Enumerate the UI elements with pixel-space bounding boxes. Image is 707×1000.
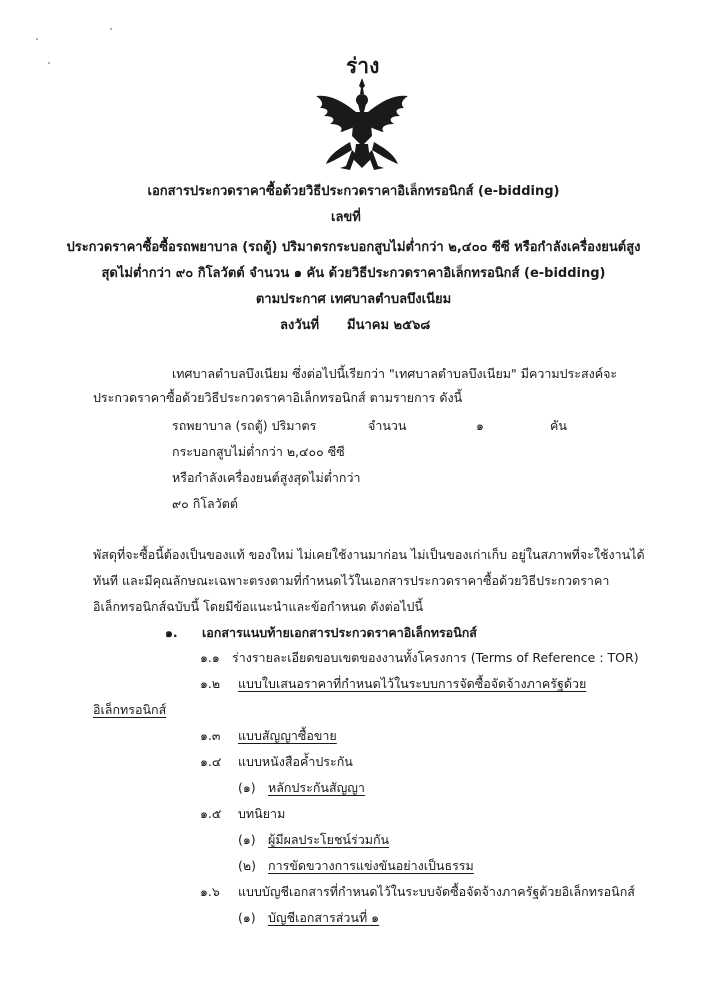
sub-item-number: (๑) bbox=[238, 832, 256, 847]
document-title: เอกสารประกวดราคาซื้อด้วยวิธีประกวดราคาอิเล็กทรอนิกส์ (e-bidding) bbox=[147, 184, 560, 199]
conditions-line-3: อิเล็กทรอนิกส์ฉบับนี้ โดยมีข้อแนะนำและข้อกำหนด ดังต่อไปนี้ bbox=[93, 599, 423, 614]
item-description-line: หรือกำลังเครื่องยนต์สูงสุดไม่ต่ำกว่า bbox=[172, 470, 361, 485]
attachment-number: ๑.๑ bbox=[200, 650, 220, 665]
attachment-number: ๑.๖ bbox=[200, 884, 220, 899]
attachment-number: ๑.๓ bbox=[200, 728, 221, 743]
subject-line-2: สุดไม่ต่ำกว่า ๙๐ กิโลวัตต์ จำนวน ๑ คัน ด้วยวิธีประกวดราคาอิเล็กทรอนิกส์ (e-bidding) bbox=[101, 266, 606, 281]
intro-line-1: เทศบาลตำบลบึงเนียม ซึ่งต่อไปนี้เรียกว่า "เทศบาลตำบลบึงเนียม" มีความประสงค์จะ bbox=[172, 366, 618, 381]
attachment-link-price-form-cont[interactable]: อิเล็กทรอนิกส์ bbox=[93, 702, 167, 717]
section-number: ๑. bbox=[165, 625, 178, 640]
attachment-link-shared-interest[interactable]: ผู้มีผลประโยชน์ร่วมกัน bbox=[268, 832, 390, 847]
item-description-line: รถพยาบาล (รถตู้) ปริมาตร bbox=[172, 418, 317, 433]
garuda-emblem bbox=[306, 74, 418, 174]
draft-label: ร่าง bbox=[346, 54, 380, 78]
attachment-link-price-form[interactable]: แบบใบเสนอราคาที่กำหนดไว้ในระบบการจัดซื้อจัดจ้างภาครัฐด้วย bbox=[238, 676, 587, 691]
attachment-number: ๑.๕ bbox=[200, 806, 222, 821]
date-label: ลงวันที่ bbox=[280, 318, 320, 333]
item-description-line: กระบอกสูบไม่ต่ำกว่า ๒,๔๐๐ ซีซี bbox=[172, 444, 345, 459]
announcement-line: ตามประกาศ เทศบาลตำบลบึงเนียม bbox=[255, 292, 452, 307]
scan-speck bbox=[36, 38, 38, 40]
quantity-label: จำนวน bbox=[368, 418, 407, 433]
attachment-definitions: บทนิยาม bbox=[238, 806, 286, 821]
attachment-link-sales-contract[interactable]: แบบสัญญาซื้อขาย bbox=[238, 728, 337, 743]
conditions-line-2: ทันที และมีคุณลักษณะเฉพาะตรงตามที่กำหนดไว้ในเอกสารประกวดราคาซื้อด้วยวิธีประกวดราคา bbox=[93, 573, 610, 588]
intro-line-2: ประกวดราคาซื้อด้วยวิธีประกวดราคาอิเล็กทรอนิกส์ ตามรายการ ดังนี้ bbox=[93, 390, 463, 405]
scan-speck bbox=[48, 62, 50, 64]
conditions-line-1: พัสดุที่จะซื้อนี้ต้องเป็นของแท้ ของใหม่ ไม่เคยใช้งานมาก่อน ไม่เป็นของเก่าเก็บ อยู่ในสภาพที่จะใช้งานได้ bbox=[93, 547, 645, 562]
attachment-tor: ร่างรายละเอียดขอบเขตของงานทั้งโครงการ (Terms of Reference : TOR) bbox=[232, 650, 639, 665]
quantity-value: ๑ bbox=[476, 418, 484, 433]
attachment-number: ๑.๒ bbox=[200, 676, 221, 691]
item-description-line: ๙๐ กิโลวัตต์ bbox=[172, 496, 238, 511]
attachment-link-contract-guarantee[interactable]: หลักประกันสัญญา bbox=[268, 780, 365, 795]
subject-line-1: ประกวดราคาซื้อซื้อรถพยาบาล (รถตู้) ปริมาตรกระบอกสูบไม่ต่ำกว่า ๒,๔๐๐ ซีซี หรือกำลังเครื่องยนต์สูง bbox=[66, 240, 641, 255]
attachment-link-fair-competition[interactable]: การขัดขวางการแข่งขันอย่างเป็นธรรม bbox=[268, 858, 474, 873]
date-value: มีนาคม ๒๕๖๘ bbox=[347, 318, 431, 333]
attachment-guarantee-letter: แบบหนังสือค้ำประกัน bbox=[238, 754, 353, 769]
sub-item-number: (๒) bbox=[238, 858, 256, 873]
document-number-label: เลขที่ bbox=[331, 210, 361, 225]
sub-item-number: (๑) bbox=[238, 910, 256, 925]
scan-speck bbox=[110, 28, 112, 30]
attachment-number: ๑.๔ bbox=[200, 754, 222, 769]
attachment-document-list: แบบบัญชีเอกสารที่กำหนดไว้ในระบบจัดซื้อจัดจ้างภาครัฐด้วยอิเล็กทรอนิกส์ bbox=[238, 884, 635, 899]
quantity-unit: คัน bbox=[550, 418, 567, 433]
attachment-link-document-list-part1[interactable]: บัญชีเอกสารส่วนที่ ๑ bbox=[268, 910, 380, 925]
sub-item-number: (๑) bbox=[238, 780, 256, 795]
section-title: เอกสารแนบท้ายเอกสารประกวดราคาอิเล็กทรอนิกส์ bbox=[202, 625, 477, 640]
